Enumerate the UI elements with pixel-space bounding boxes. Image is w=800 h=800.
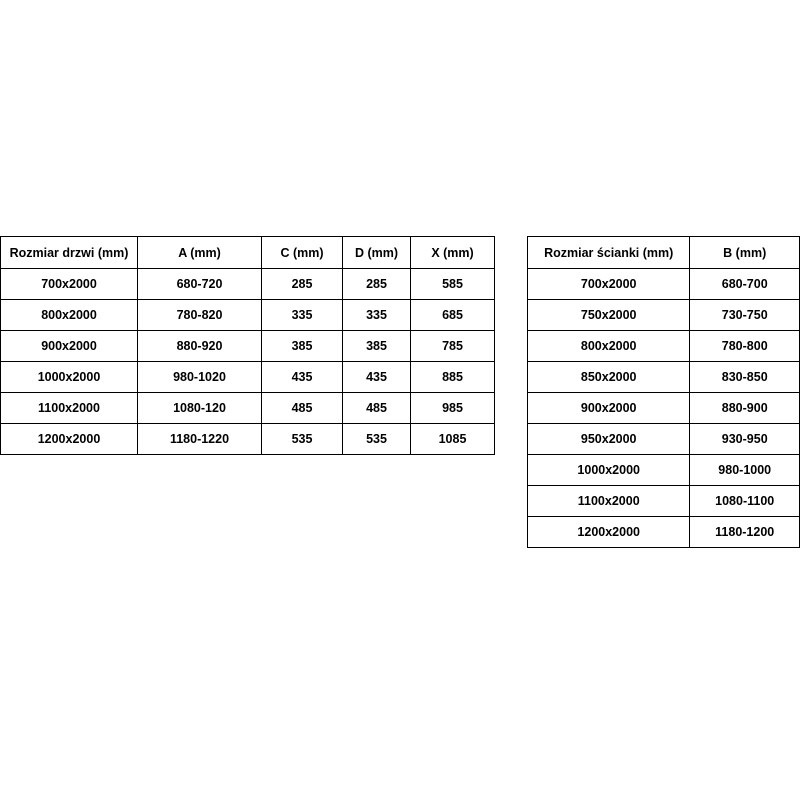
table-cell: 780-820 — [138, 300, 262, 331]
column-header: B (mm) — [690, 237, 800, 269]
table-cell: 1200x2000 — [528, 517, 690, 548]
table-cell: 985 — [411, 393, 495, 424]
column-header: A (mm) — [138, 237, 262, 269]
table-cell: 1100x2000 — [1, 393, 138, 424]
table-row — [1, 269, 495, 300]
table-cell: 880-900 — [690, 393, 800, 424]
table-cell: 830-850 — [690, 362, 800, 393]
table-cell: 785 — [411, 331, 495, 362]
table-row — [1, 331, 495, 362]
table-cell: 900x2000 — [528, 393, 690, 424]
table-cell: 680-720 — [138, 269, 262, 300]
table-cell: 1200x2000 — [1, 424, 138, 455]
table-cell: 680-700 — [690, 269, 800, 300]
column-header: X (mm) — [411, 237, 495, 269]
table-cell: 685 — [411, 300, 495, 331]
table-header-row — [1, 237, 495, 269]
table-cell: 1080-1100 — [690, 486, 800, 517]
table-row — [1, 300, 495, 331]
table-cell: 980-1020 — [138, 362, 262, 393]
table-cell: 485 — [343, 393, 411, 424]
table-cell: 1085 — [411, 424, 495, 455]
table-row — [528, 424, 800, 455]
table-row — [528, 486, 800, 517]
table-row — [528, 300, 800, 331]
table-cell: 585 — [411, 269, 495, 300]
table-cell: 485 — [262, 393, 343, 424]
wall-dimensions-table — [527, 236, 800, 548]
table-cell: 535 — [343, 424, 411, 455]
table-cell: 780-800 — [690, 331, 800, 362]
table-row — [528, 269, 800, 300]
table-cell: 1000x2000 — [528, 455, 690, 486]
column-header: D (mm) — [343, 237, 411, 269]
table-row — [528, 517, 800, 548]
table-cell: 1180-1220 — [138, 424, 262, 455]
table-cell: 1000x2000 — [1, 362, 138, 393]
table-cell: 700x2000 — [528, 269, 690, 300]
table-cell: 1080-120 — [138, 393, 262, 424]
table-cell: 850x2000 — [528, 362, 690, 393]
table-cell: 285 — [343, 269, 411, 300]
table-cell: 800x2000 — [528, 331, 690, 362]
table-cell: 700x2000 — [1, 269, 138, 300]
table-cell: 750x2000 — [528, 300, 690, 331]
table-cell: 900x2000 — [1, 331, 138, 362]
table-cell: 885 — [411, 362, 495, 393]
table-cell: 285 — [262, 269, 343, 300]
table-cell: 950x2000 — [528, 424, 690, 455]
table-cell: 1100x2000 — [528, 486, 690, 517]
doors-dimensions-table — [0, 236, 495, 455]
table-cell: 385 — [262, 331, 343, 362]
table-cell: 385 — [343, 331, 411, 362]
table-cell: 435 — [262, 362, 343, 393]
column-header: C (mm) — [262, 237, 343, 269]
table-cell: 930-950 — [690, 424, 800, 455]
table-row — [528, 393, 800, 424]
column-header: Rozmiar ścianki (mm) — [528, 237, 690, 269]
table-row — [528, 455, 800, 486]
table-cell: 800x2000 — [1, 300, 138, 331]
table-cell: 335 — [343, 300, 411, 331]
table-row — [528, 362, 800, 393]
table-cell: 1180-1200 — [690, 517, 800, 548]
table-header-row — [528, 237, 800, 269]
column-header: Rozmiar drzwi (mm) — [1, 237, 138, 269]
table-cell: 535 — [262, 424, 343, 455]
table-cell: 435 — [343, 362, 411, 393]
table-cell: 980-1000 — [690, 455, 800, 486]
table-row — [1, 424, 495, 455]
table-cell: 880-920 — [138, 331, 262, 362]
table-cell: 730-750 — [690, 300, 800, 331]
table-row — [528, 331, 800, 362]
table-row — [1, 393, 495, 424]
table-cell: 335 — [262, 300, 343, 331]
table-row — [1, 362, 495, 393]
